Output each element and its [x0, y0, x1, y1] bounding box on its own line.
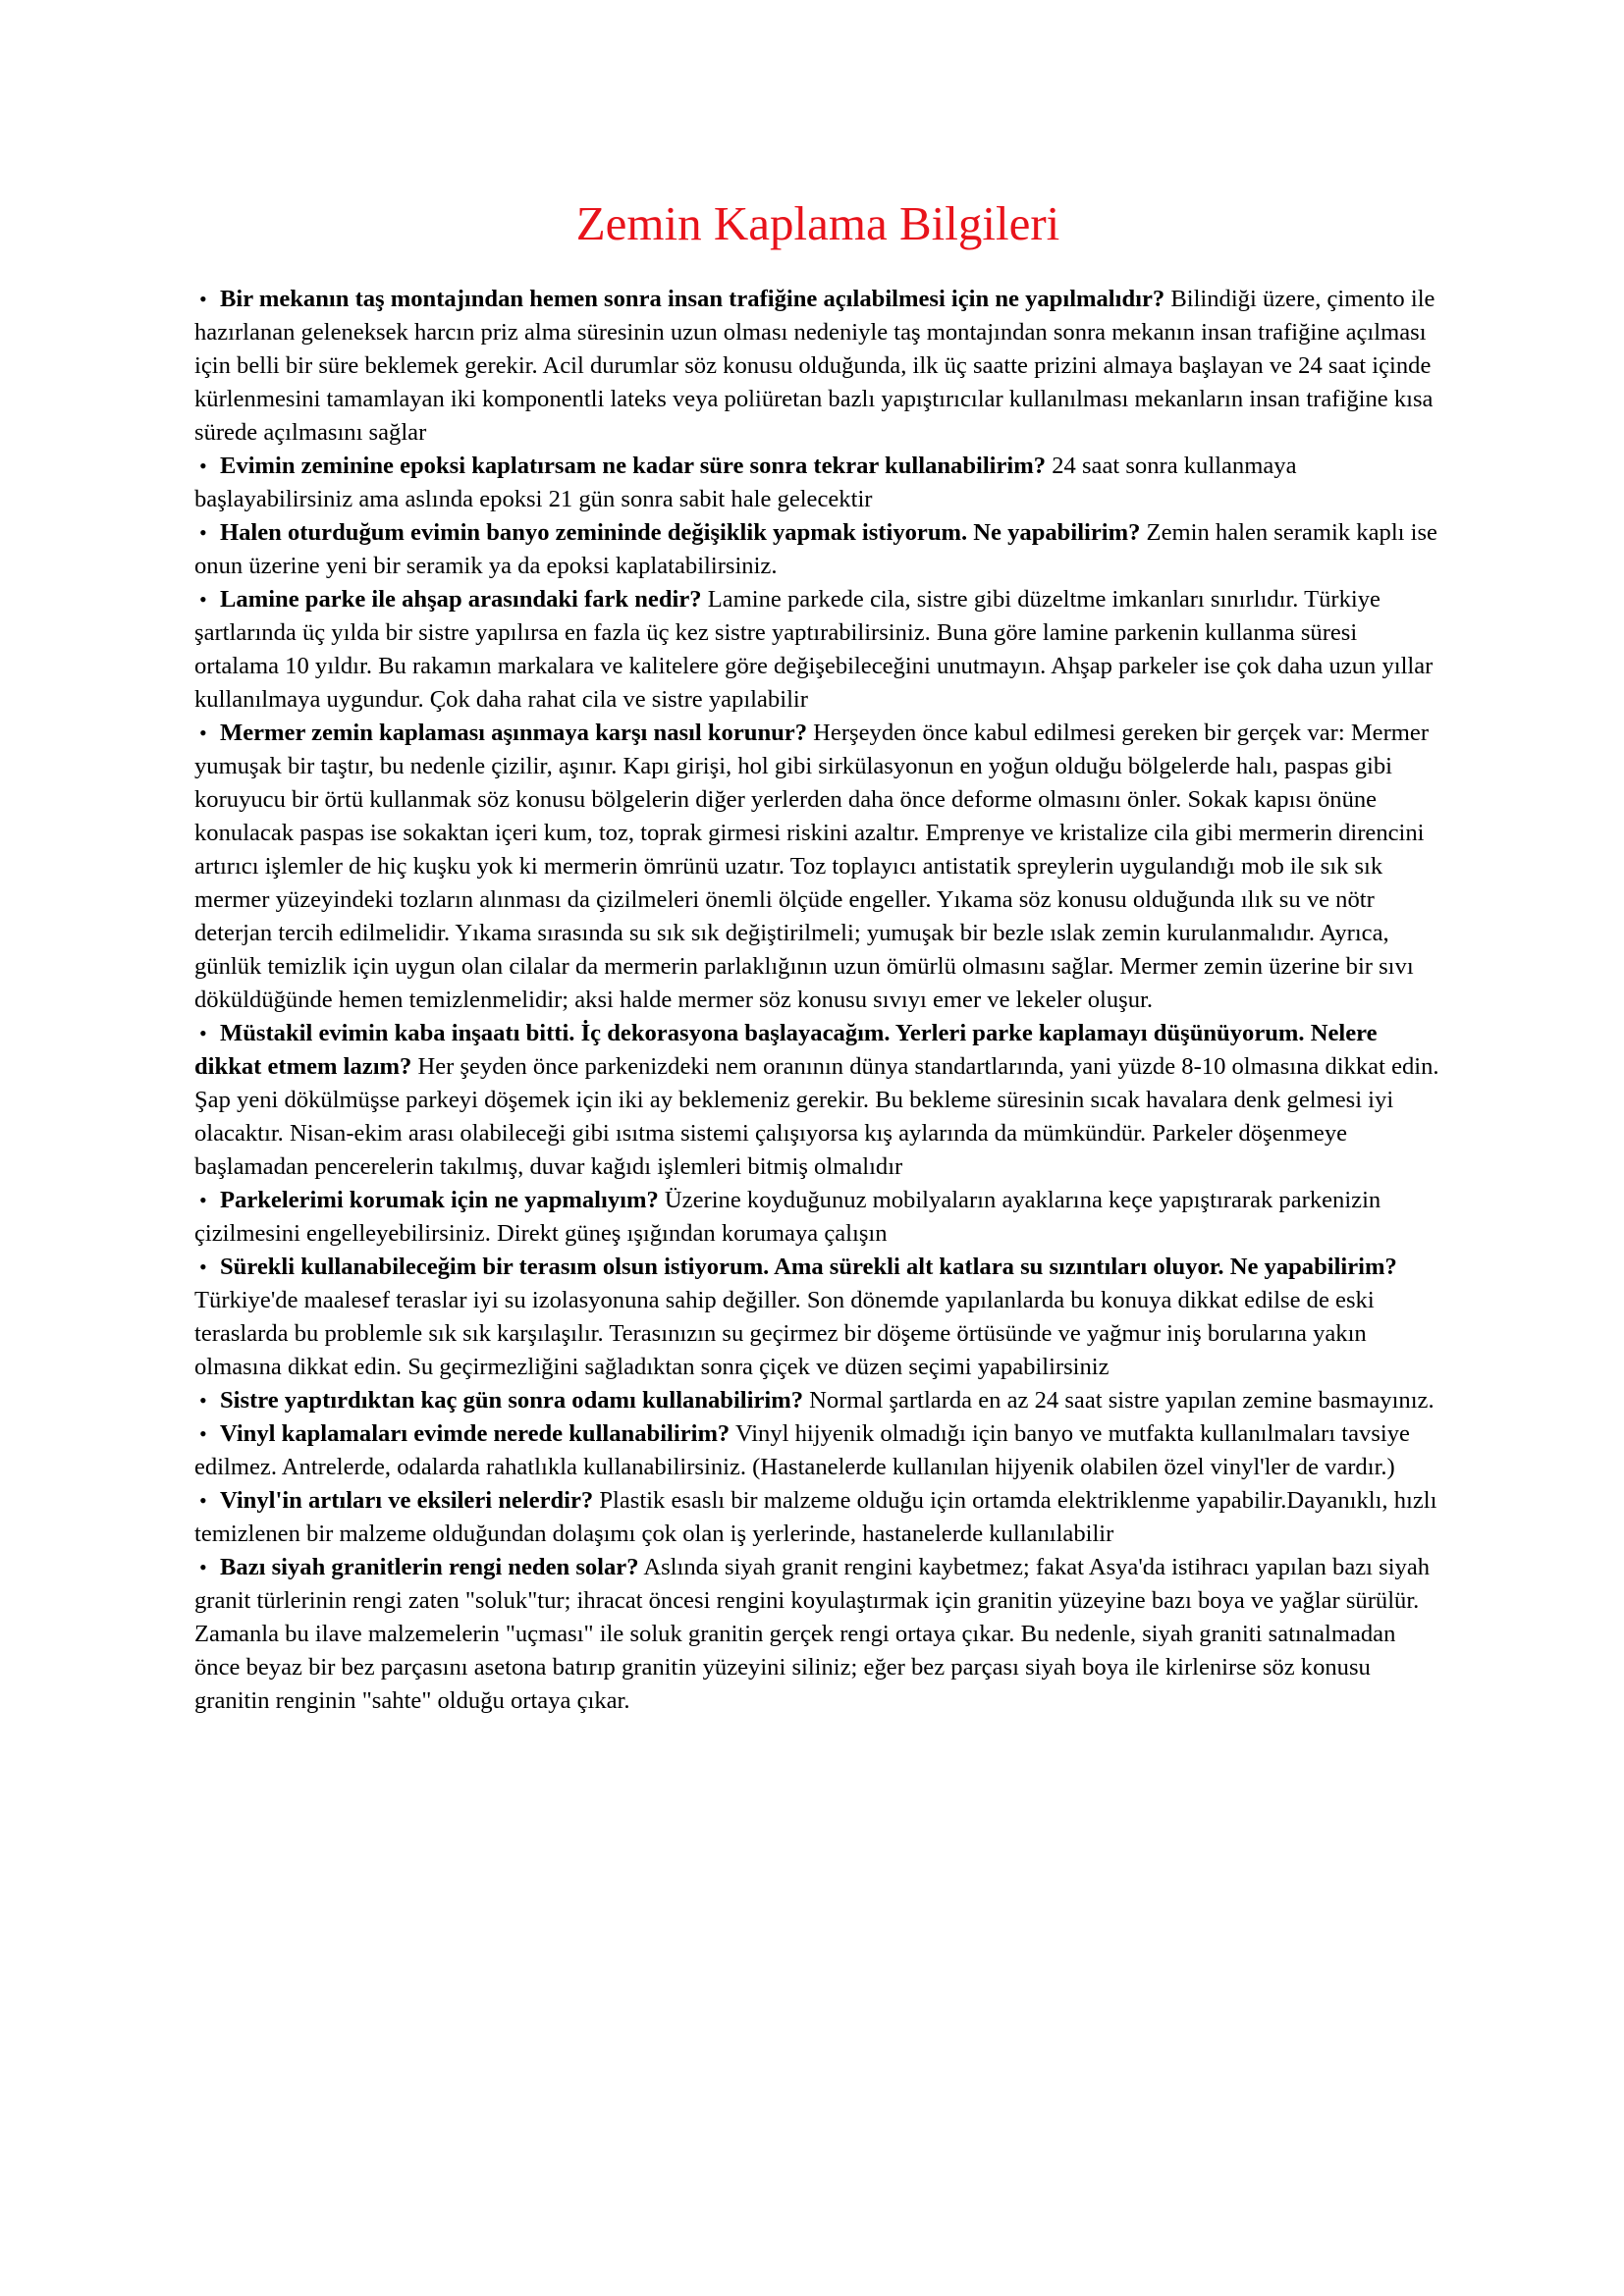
- bullet-icon: •: [199, 587, 207, 612]
- bullet-icon: •: [199, 1021, 207, 1045]
- faq-answer: Aslında siyah granit rengini kaybetmez; fakat Asya'da istihracı yapılan bazı siyah granit türlerinin rengi zaten "soluk"tur; ihracat öncesi rengini koyulaştırmak için granitin yüzeyine bazı boya ve yağlar sürülür. Zamanla bu ilave malzemelerin "uçması" ile soluk granitin gerçek rengi ortaya çıkar. Bu nedenle, siyah graniti satınalmadan önce beyaz bir bez parçasını asetona batırıp granitin yüzeyini siliniz; eğer bez parçası siyah boya ile kirlenirse söz konusu granitin renginin "sahte" olduğu ortaya çıkar.: [194, 1554, 1431, 1714]
- faq-answer: Zemin halen seramik kaplı ise onun üzerine yeni bir seramik ya da epoksi kaplatabilirsiniz.: [194, 519, 1437, 579]
- faq-question: Evimin zeminine epoksi kaplatırsam ne kadar süre sonra tekrar kullanabilirim?: [220, 453, 1047, 479]
- faq-answer: Lamine parkede cila, sistre gibi düzeltme imkanları sınırlıdır. Türkiye şartlarında üç yılda bir sistre yapılırsa en fazla üç kez sistre yaptırabilirsiniz. Buna göre lamine parkenin kullanma süresi ortalama 10 yıldır. Bu rakamın markalara ve kalitelere göre değişebileceğini unutmayın. Ahşap parkeler ise çok daha uzun yıllar kullanılmaya uygundur. Çok daha rahat cila ve sistre yapılabilir: [194, 586, 1434, 713]
- faq-question: Bazı siyah granitlerin rengi neden solar?: [220, 1554, 639, 1580]
- faq-question: Lamine parke ile ahşap arasındaki fark nedir?: [220, 586, 702, 613]
- faq-question: Müstakil evimin kaba inşaatı bitti. İç dekorasyona başlayacağım. Yerleri parke kaplamayı düşünüyorum. Nelere dikkat etmem lazım?: [194, 1020, 1378, 1080]
- faq-answer: Türkiye'de maalesef teraslar iyi su izolasyonuna sahip değiller. Son dönemde yapılanlarda bu konuya dikkat edilse de eski teraslarda bu problemle sık sık karşılaşılır. Terasınızın su geçirmez bir döşeme örtüsünde ve yağmur iniş borularına yakın olmasına dikkat edin. Su geçirmezliğini sağladıktan sonra çiçek ve düzen seçimi yapabilirsiniz: [194, 1287, 1375, 1380]
- faq-item: [194, 283, 1441, 450]
- faq-item: [194, 1484, 1441, 1551]
- faq-answer: Bilindiği üzere, çimento ile hazırlanan geleneksek harcın priz alma süresinin uzun olması nedeniyle taş montajından sonra mekanın insan trafiğine açılması için belli bir süre beklemek gerekir. Acil durumlar söz konusu olduğunda, ilk üç saatte prizini almaya başlayan ve 24 saat içinde kürlenmesini tamamlayan iki komponentli lateks veya poliüretan bazlı yapıştırıcılar kullanılması mekanların insan trafiğine kısa sürede açılmasını sağlar: [194, 286, 1435, 446]
- faq-question: Halen oturduğum evimin banyo zemininde değişiklik yapmak istiyorum. Ne yapabilirim?: [220, 519, 1141, 546]
- bullet-icon: •: [199, 1421, 207, 1446]
- faq-answer: Vinyl hijyenik olmadığı için banyo ve mutfakta kullanılmaları tavsiye edilmez. Antrelerde, odalarda rahatlıkla kullanabilirsiniz. (Hastanelerde kullanılan hijyenik olabilen özel vinyl'ler de vardır.): [194, 1420, 1410, 1480]
- faq-list: [194, 283, 1441, 1718]
- faq-item: [194, 1551, 1441, 1718]
- bullet-icon: •: [199, 1255, 207, 1279]
- faq-item: [194, 516, 1441, 583]
- faq-item: [194, 450, 1441, 516]
- faq-item: [194, 1251, 1441, 1384]
- faq-question: Bir mekanın taş montajından hemen sonra insan trafiğine açılabilmesi için ne yapılmalıdır?: [220, 286, 1165, 312]
- bullet-icon: •: [199, 454, 207, 478]
- faq-answer: Herşeyden önce kabul edilmesi gereken bir gerçek var: Mermer yumuşak bir taştır, bu nedenle çizilir, aşınır. Kapı girişi, hol gibi sirkülasyonun en yoğun olduğu bölgelerde halı, paspas gibi koruyucu bir örtü kullanmak söz konusu bölgelerin diğer yerlerden daha önce deforme olmasını önler. Sokak kapısı önüne konulacak paspas ise sokaktan içeri kum, toz, toprak girmesi riskini azaltır. Emprenye ve kristalize cila gibi mermerin direncini artırıcı işlemler de hiç kuşku yok ki mermerin ömrünü uzatır. Toz toplayıcı antistatik spreylerin uygulandığı mob ile sık sık mermer yüzeyindeki tozların alınması da çizilmeleri önemli ölçüde engeller. Yıkama söz konusu olduğunda ılık su ve nötr deterjan tercih edilmelidir. Yıkama sırasında su sık sık değiştirilmeli; yumuşak bir bezle ıslak zemin kurulanmalıdır. Ayrıca, günlük temizlik için uygun olan cilalar da mermerin parlaklığının uzun ömürlü olmasını sağlar. Mermer zemin üzerine bir sıvı döküldüğünde hemen temizlenmelidir; aksi halde mermer söz konusu sıvıyı emer ve lekeler oluşur.: [194, 720, 1430, 1013]
- faq-answer: Üzerine koyduğunuz mobilyaların ayaklarına keçe yapıştırarak parkenizin çizilmesini engelleyebilirsiniz. Direkt güneş ışığından korumaya çalışın: [194, 1187, 1381, 1247]
- faq-answer: Plastik esaslı bir malzeme olduğu için ortamda elektriklenme yapabilir.Dayanıklı, hızlı temizlenen bir malzeme olduğundan dolaşımı çok olan iş yerlerinde, hastanelerde kullanılabilir: [194, 1487, 1437, 1547]
- bullet-icon: •: [199, 1555, 207, 1579]
- faq-answer: Normal şartlarda en az 24 saat sistre yapılan zemine basmayınız.: [803, 1387, 1435, 1414]
- bullet-icon: •: [199, 287, 207, 311]
- faq-item: [194, 1184, 1441, 1251]
- bullet-icon: •: [199, 1388, 207, 1413]
- faq-answer: 24 saat sonra kullanmaya başlayabilirsiniz ama aslında epoksi 21 gün sonra sabit hale gelecektir: [194, 453, 1297, 512]
- faq-question: Vinyl'in artıları ve eksileri nelerdir?: [220, 1487, 594, 1514]
- bullet-icon: •: [199, 1488, 207, 1513]
- faq-answer: Her şeyden önce parkenizdeki nem oranının dünya standartlarında, yani yüzde 8-10 olmasına dikkat edin. Şap yeni dökülmüşse parkeyi döşemek için iki ay beklemeniz gerekir. Bu bekleme süresinin sıcak havalara denk gelmesi iyi olacaktır. Nisan-ekim arası olabileceği gibi ısıtma sistemi çalışıyorsa kış aylarında da mümkündür. Parkeler döşenmeye başlamadan pencerelerin takılmış, duvar kağıdı işlemleri bitmiş olmalıdır: [194, 1053, 1439, 1180]
- faq-question: Sürekli kullanabileceğim bir terasım olsun istiyorum. Ama sürekli alt katlara su sızıntıları oluyor. Ne yapabilirim?: [220, 1254, 1397, 1280]
- faq-item: [194, 1017, 1441, 1184]
- bullet-icon: •: [199, 721, 207, 745]
- faq-question: Mermer zemin kaplaması aşınmaya karşı nasıl korunur?: [220, 720, 808, 746]
- faq-item: [194, 717, 1441, 1017]
- faq-question: Parkelerimi korumak için ne yapmalıyım?: [220, 1187, 659, 1213]
- bullet-icon: •: [199, 1188, 207, 1212]
- faq-question: Vinyl kaplamaları evimde nerede kullanabilirim?: [220, 1420, 731, 1447]
- faq-item: [194, 583, 1441, 717]
- document-page: [194, 196, 1441, 1718]
- faq-item: [194, 1384, 1441, 1417]
- bullet-icon: •: [199, 520, 207, 545]
- page-title: Zemin Kaplama Bilgileri: [575, 196, 1060, 250]
- faq-item: [194, 1417, 1441, 1484]
- faq-question: Sistre yaptırdıktan kaç gün sonra odamı kullanabilirim?: [220, 1387, 804, 1414]
